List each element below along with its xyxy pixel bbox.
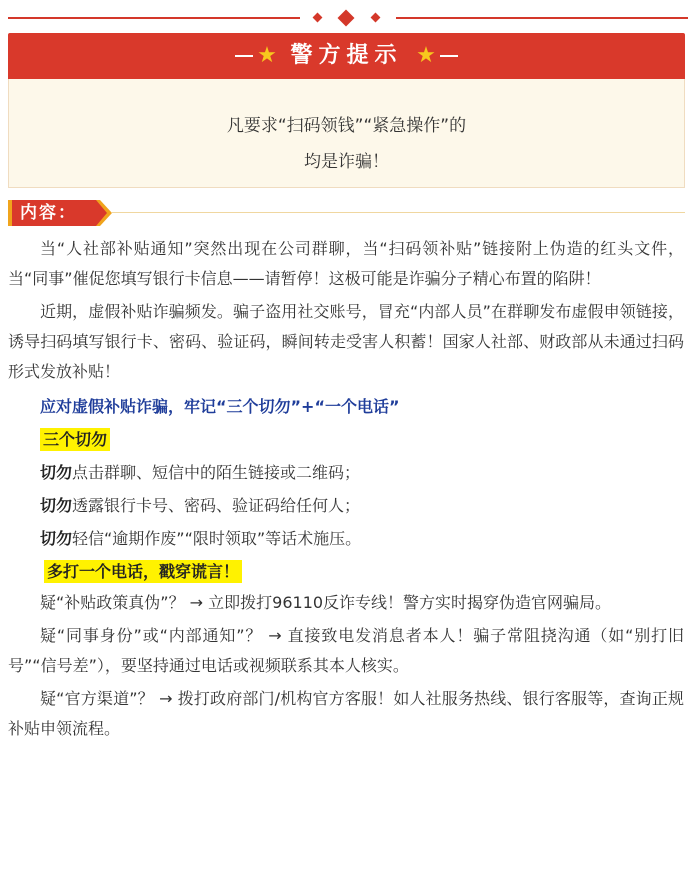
diamond-icon — [371, 13, 381, 23]
rule-line-left — [8, 17, 300, 19]
dont-lead: 切勿 — [40, 463, 73, 482]
article-body — [8, 234, 684, 747]
paragraph-1: 当“人社部补贴通知”突然出现在公司群聊，当“扫码领补贴”链接附上伪造的红头文件，当“同事”催促您填写银行卡信息——请暂停！这极可能是诈骗分子精心布置的陷阱！ — [8, 239, 684, 288]
dash-decoration — [235, 55, 253, 57]
alert-panel — [8, 79, 685, 188]
alert-title-row — [8, 33, 685, 79]
content-divider — [112, 212, 685, 213]
paragraph-4: 疑“同事身份”或“内部通知”？ → 直接致电发消息者本人！骗子常阻挠沟通（如“别打旧号”“信号差”），要坚持通过电话或视频联系其本人核实。 — [8, 626, 684, 675]
dont-item — [8, 522, 684, 555]
dont-text: 轻信“逾期作废”“限时领取”等话术施压。 — [72, 529, 362, 548]
dont-text: 透露银行卡号、密码、验证码给任何人； — [72, 496, 361, 515]
rule-line-right — [396, 17, 688, 19]
dont-item — [8, 456, 684, 489]
alert-line-1: 凡要求“扫码领钱”“紧急操作”的 — [226, 116, 467, 136]
paragraph-3: 疑“补贴政策真伪”？ → 立即拨打96110反诈专线！警方实时揭穿伪造官网骗局。 — [40, 593, 612, 612]
content-label: 内容： — [20, 203, 77, 223]
dont-lead: 切勿 — [40, 529, 73, 548]
top-decorative-rule — [8, 8, 688, 28]
content-heading-badge — [8, 200, 112, 226]
alert-header — [8, 33, 685, 79]
diamond-icon — [313, 13, 323, 23]
one-call-heading: 多打一个电话，戳穿谎言！ — [44, 560, 242, 583]
dont-lead: 切勿 — [40, 496, 73, 515]
one-call-heading-row — [8, 555, 684, 588]
dont-text: 点击群聊、短信中的陌生链接或二维码； — [72, 463, 361, 482]
dont-item — [8, 489, 684, 522]
paragraph-5: 疑“官方渠道”？ → 拨打政府部门/机构官方客服！如人社服务热线、银行客服等，查询正规补贴申领流程。 — [8, 689, 684, 738]
diamond-icon — [338, 10, 355, 27]
paragraph-2: 近期，虚假补贴诈骗频发。骗子盗用社交账号，冒充“内部人员”在群聊发布虚假申领链接，诱导扫码填写银行卡、密码、验证码，瞬间转走受害人积蓄！国家人社部、财政部从未通过扫码形式发放补贴！ — [8, 302, 684, 381]
tip-heading: 应对虚假补贴诈骗，牢记“三个切勿”+“一个电话” — [40, 397, 400, 416]
three-dont-heading: 三个切勿 — [40, 428, 110, 451]
three-dont-heading-row — [8, 423, 684, 456]
alert-line-2: 均是诈骗！ — [304, 152, 389, 172]
alert-title: 警方提示 — [290, 43, 403, 68]
star-icon: ★ — [416, 43, 436, 68]
dash-decoration — [440, 55, 458, 57]
star-icon: ★ — [257, 43, 277, 68]
